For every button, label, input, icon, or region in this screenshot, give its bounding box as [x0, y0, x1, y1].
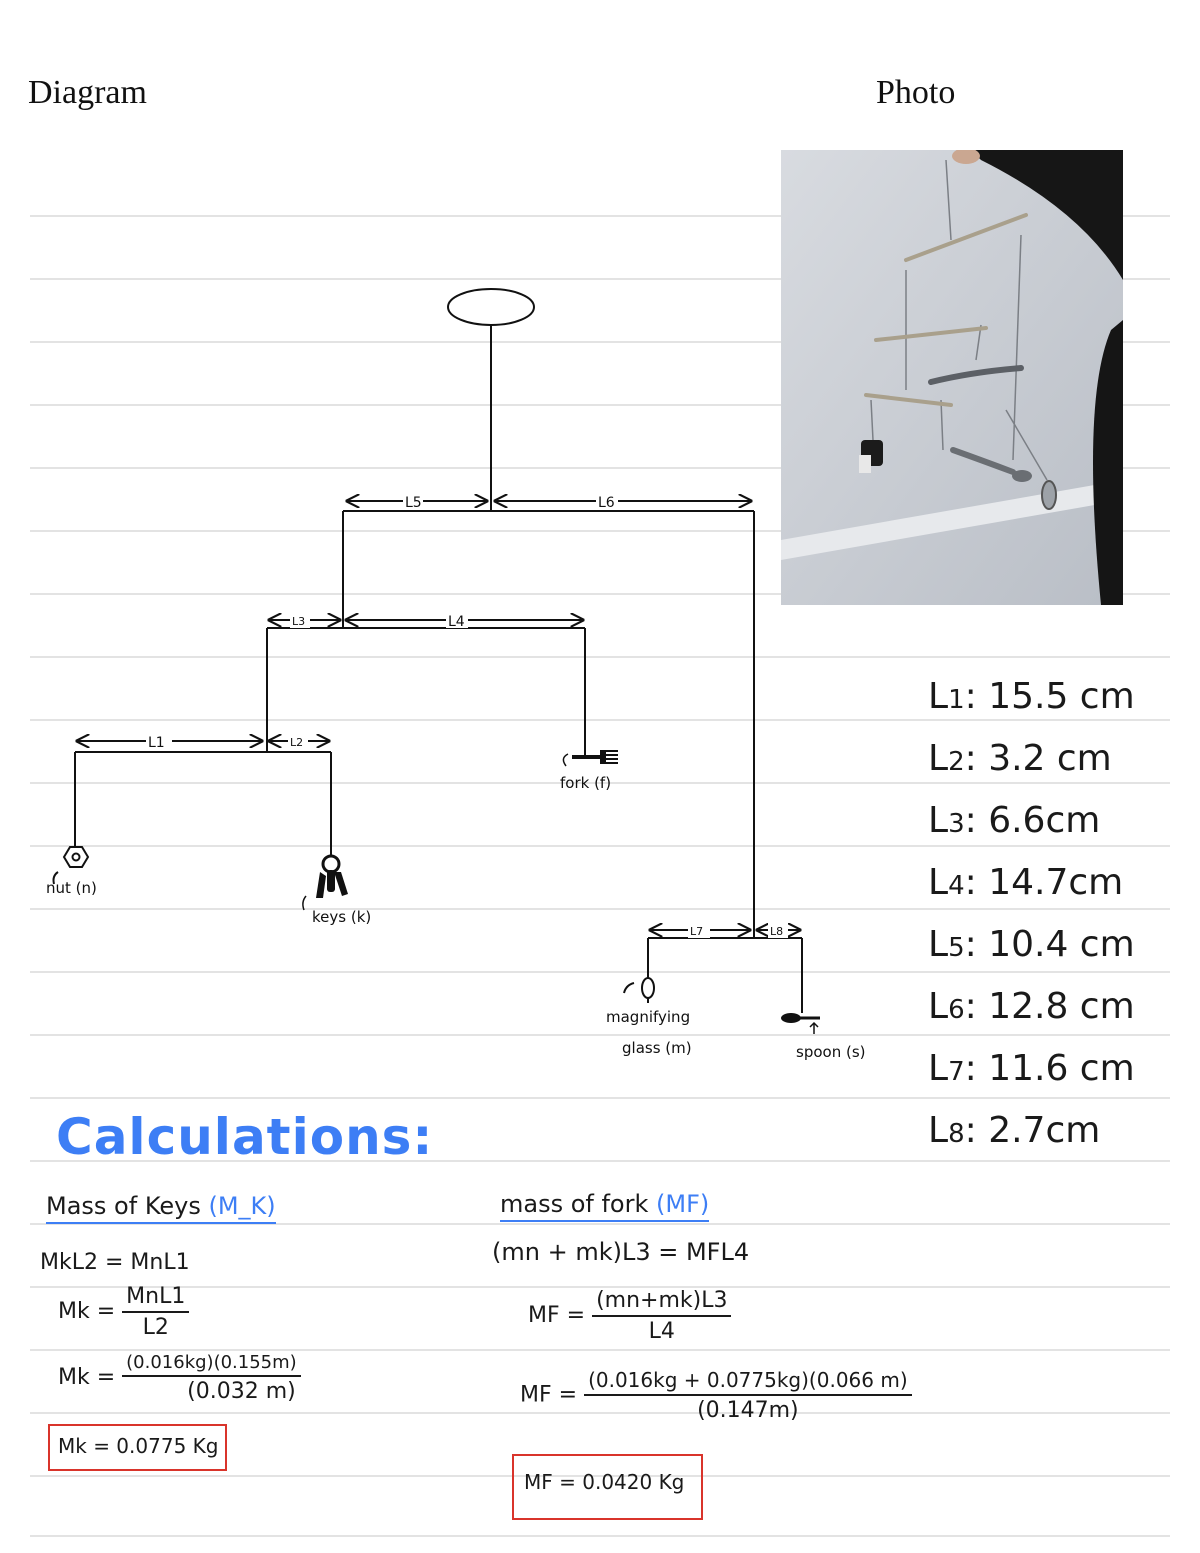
label-L2: L2	[290, 736, 304, 749]
label-L7: L7	[690, 925, 704, 938]
length-value: 15.5 cm	[988, 676, 1135, 717]
keys-eq2-fraction	[122, 1284, 189, 1340]
length-subscript: 4	[948, 871, 965, 901]
length-row-l8	[928, 1110, 1100, 1151]
length-row-l6	[928, 986, 1135, 1027]
length-value: 14.7cm	[988, 862, 1124, 903]
fork-eq2-denominator: L4	[648, 1319, 675, 1344]
length-row-l7	[928, 1048, 1135, 1089]
spoon-label: spoon (s)	[796, 1043, 866, 1061]
length-colon: :	[964, 800, 989, 841]
fork-eq2	[528, 1288, 731, 1344]
keys-calc-heading	[46, 1192, 276, 1224]
length-colon: :	[964, 1048, 989, 1089]
magnifying-label-line1: magnifying	[606, 1008, 691, 1026]
length-subscript: 2	[948, 747, 965, 777]
keys-eq3-denominator: (0.032 m)	[187, 1379, 296, 1404]
keys-eq2-numerator: MnL1	[122, 1284, 189, 1313]
length-value: 12.8 cm	[988, 986, 1135, 1027]
length-row-l3	[928, 800, 1100, 841]
length-symbol: L	[928, 1110, 949, 1151]
length-row-l2	[928, 738, 1112, 779]
length-symbol: L	[928, 738, 949, 779]
diagram-heading: Diagram	[28, 74, 147, 111]
keys-calc-heading-text: Mass of Keys	[46, 1192, 201, 1220]
fork-result-box	[512, 1454, 703, 1520]
hanger-ring	[448, 289, 534, 325]
keys-label: keys (k)	[312, 908, 372, 926]
fork-eq2-fraction	[592, 1288, 731, 1344]
keys-eq2-lhs: Mk =	[58, 1299, 116, 1324]
keys-eq3-lhs: Mk =	[58, 1365, 116, 1390]
length-subscript: 5	[948, 933, 965, 963]
length-symbol: L	[928, 924, 949, 965]
fork-eq3	[520, 1368, 912, 1423]
fork-eq2-lhs: MF =	[528, 1303, 586, 1328]
length-subscript: 3	[948, 809, 965, 839]
label-L5: L5	[405, 495, 422, 511]
label-L3: L3	[292, 615, 306, 628]
keys-eq3-numerator: (0.016kg)(0.155m)	[122, 1352, 301, 1377]
keys-eq2	[58, 1284, 189, 1340]
length-subscript: 6	[948, 995, 965, 1025]
nut-label: nut (n)	[46, 879, 97, 897]
length-colon: :	[964, 986, 989, 1027]
label-L1: L1	[148, 735, 165, 751]
calculations-title: Calculations:	[56, 1108, 434, 1166]
length-subscript: 7	[948, 1057, 965, 1087]
magnifying-glass-icon	[624, 975, 654, 1003]
length-symbol: L	[928, 862, 949, 903]
keys-eq1: MkL2 = MnL1	[40, 1250, 190, 1275]
label-L8: L8	[770, 925, 784, 938]
keys-result-box	[48, 1424, 227, 1471]
fork-icon	[563, 750, 618, 766]
fork-eq1: (mn + mk)L3 = MFL4	[492, 1238, 750, 1266]
length-row-l4	[928, 862, 1123, 903]
fork-calc-symbol: (MF)	[656, 1190, 710, 1218]
label-L6: L6	[598, 495, 615, 511]
keys-eq3	[58, 1352, 301, 1404]
length-subscript: 8	[948, 1119, 965, 1149]
length-symbol: L	[928, 1048, 949, 1089]
length-symbol: L	[928, 800, 949, 841]
length-colon: :	[964, 676, 989, 717]
fork-eq3-numerator: (0.016kg + 0.0775kg)(0.066 m)	[584, 1368, 912, 1396]
length-row-l5	[928, 924, 1135, 965]
fork-calc-heading	[500, 1190, 709, 1222]
keys-eq3-fraction	[122, 1352, 301, 1404]
length-value: 3.2 cm	[988, 738, 1112, 779]
keys-icon	[303, 856, 348, 910]
length-value: 10.4 cm	[988, 924, 1135, 965]
ruled-line	[30, 1535, 1170, 1537]
label-L4: L4	[448, 614, 465, 630]
keys-eq2-denominator: L2	[142, 1315, 169, 1340]
fork-result: MF = 0.0420 Kg	[524, 1470, 685, 1494]
fork-eq3-denominator: (0.147m)	[697, 1398, 799, 1423]
ruled-line	[30, 1349, 1170, 1351]
length-value: 11.6 cm	[988, 1048, 1135, 1089]
fork-eq2-numerator: (mn+mk)L3	[592, 1288, 731, 1317]
length-symbol: L	[928, 986, 949, 1027]
fork-label: fork (f)	[560, 774, 612, 792]
magnifying-label-line2: glass (m)	[622, 1039, 692, 1057]
spoon-icon	[781, 1013, 820, 1034]
keys-calc-symbol: (M_K)	[208, 1192, 276, 1220]
length-subscript: 1	[948, 685, 965, 715]
fork-calc-heading-text: mass of fork	[500, 1190, 649, 1218]
fork-eq3-fraction	[584, 1368, 912, 1423]
length-colon: :	[964, 924, 989, 965]
fork-eq3-lhs: MF =	[520, 1382, 578, 1408]
mobile-photo	[781, 150, 1123, 605]
keys-result: Mk = 0.0775 Kg	[58, 1434, 219, 1458]
length-colon: :	[964, 862, 989, 903]
length-value: 2.7cm	[988, 1110, 1101, 1151]
length-symbol: L	[928, 676, 949, 717]
length-row-l1	[928, 676, 1135, 717]
length-colon: :	[964, 1110, 989, 1151]
photo-heading: Photo	[876, 74, 956, 111]
length-colon: :	[964, 738, 989, 779]
length-value: 6.6cm	[988, 800, 1101, 841]
